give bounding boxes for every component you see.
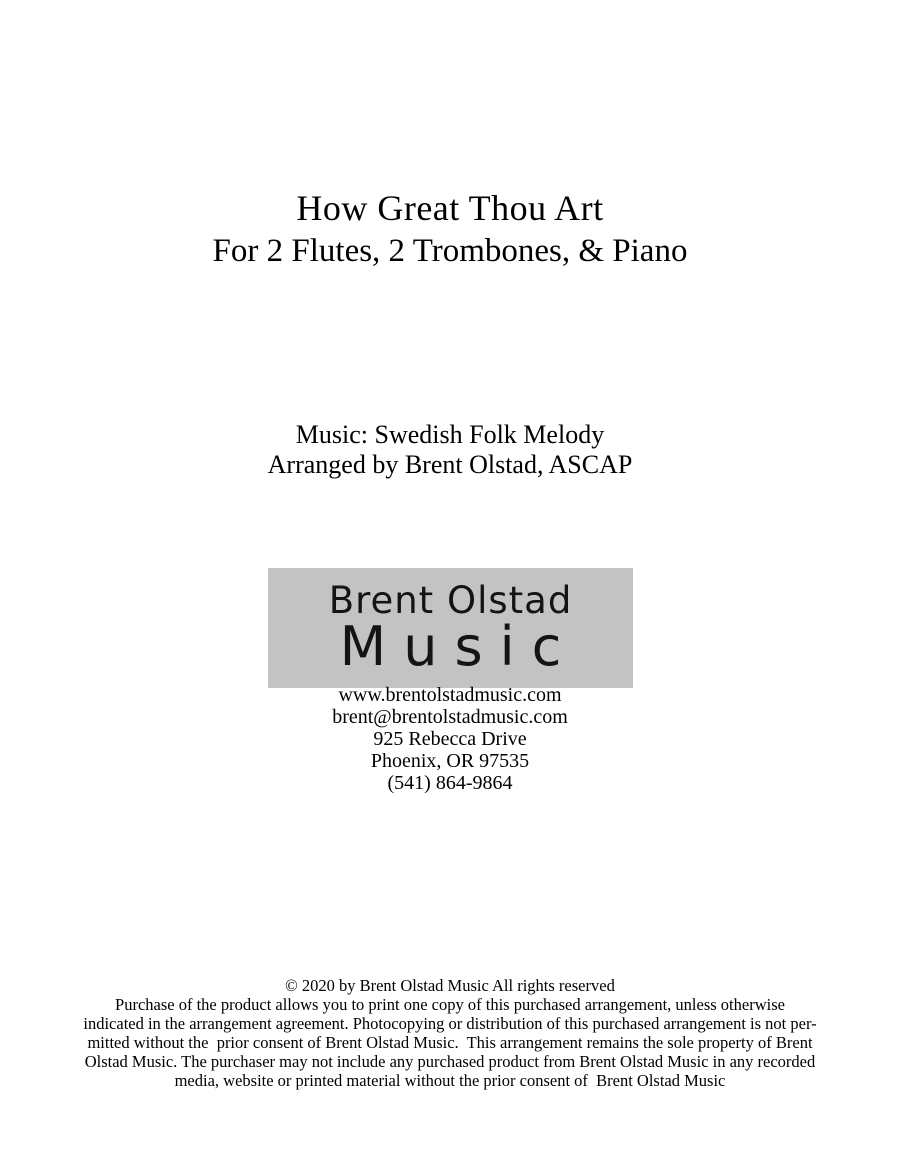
copyright-line: Olstad Music. The purchaser may not include any purchased product from Brent Olstad Music in any recorded [84, 1052, 816, 1071]
publisher-email: brent@brentolstadmusic.com [332, 706, 568, 728]
copyright-line: indicated in the arrangement agreement. Photocopying or distribution of this purchased arrangement is not per- [83, 1014, 817, 1033]
music-credit: Music: Swedish Folk Melody [295, 420, 605, 449]
piece-title: How Great Thou Art [296, 188, 604, 228]
instrumentation-subtitle: For 2 Flutes, 2 Trombones, & Piano [212, 233, 688, 269]
publisher-logo [268, 568, 633, 688]
publisher-address-street: 925 Rebecca Drive [373, 728, 527, 750]
credits-block [0, 420, 900, 480]
publisher-website: www.brentolstadmusic.com [338, 684, 562, 706]
copyright-block [0, 976, 900, 1090]
publisher-logo-word: Music [339, 615, 579, 678]
publisher-phone: (541) 864-9864 [387, 772, 513, 794]
contact-block [0, 684, 900, 794]
publisher-address-city: Phoenix, OR 97535 [370, 750, 530, 772]
copyright-line: media, website or printed material without the prior consent of Brent Olstad Music [174, 1071, 726, 1090]
copyright-line: Purchase of the product allows you to print one copy of this purchased arrangement, unless otherwise [115, 995, 785, 1014]
title-block [0, 186, 900, 272]
copyright-line: © 2020 by Brent Olstad Music All rights reserved [285, 976, 615, 995]
copyright-line: mitted without the prior consent of Brent Olstad Music. This arrangement remains the sole property of Brent [87, 1033, 813, 1052]
arranger-credit: Arranged by Brent Olstad, ASCAP [267, 450, 633, 479]
publisher-logo-name: Brent Olstad [328, 579, 573, 622]
